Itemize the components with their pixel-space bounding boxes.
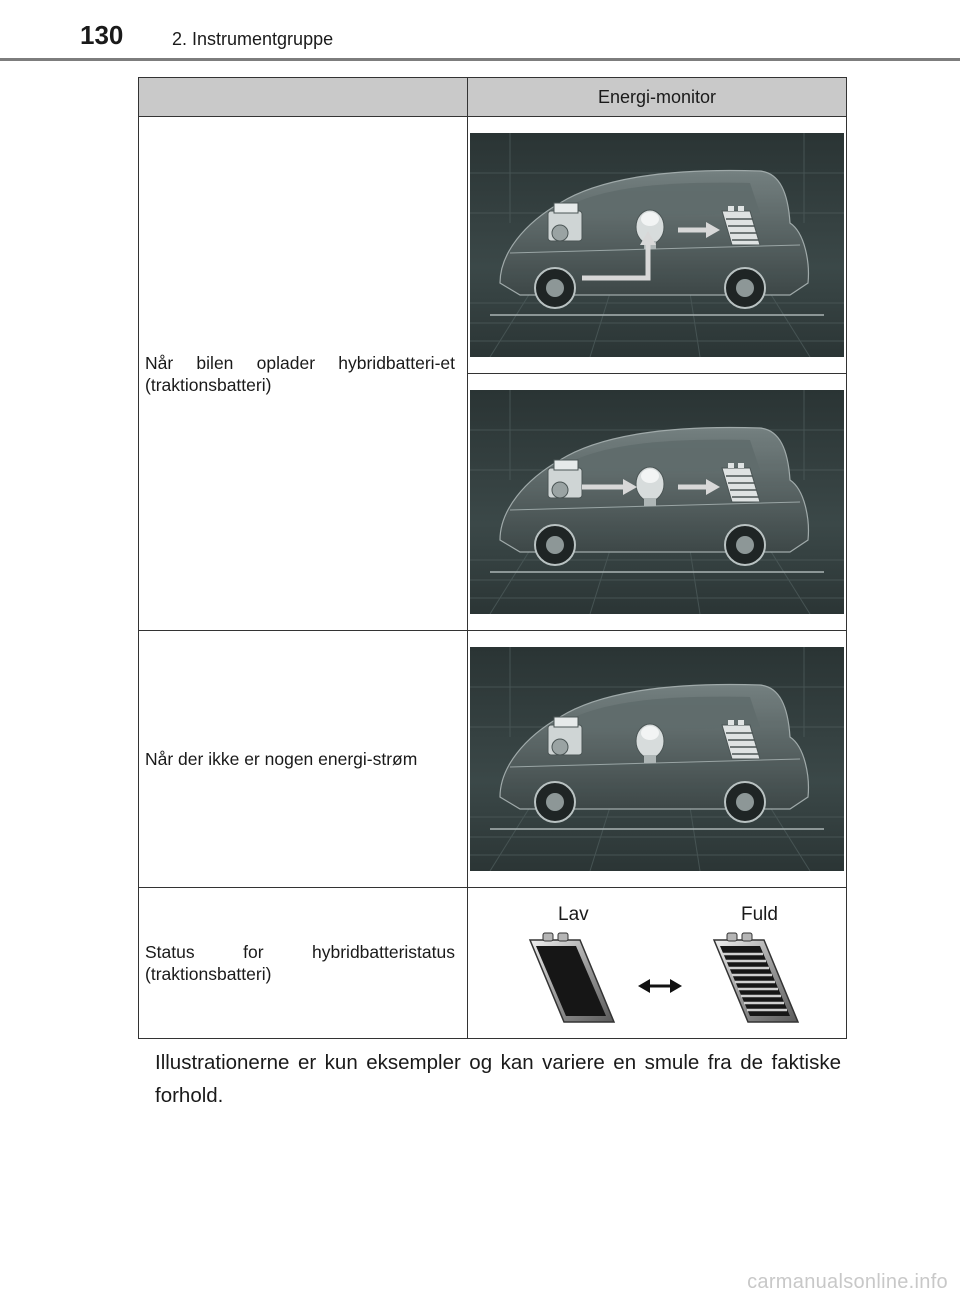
energy-monitor-no-flow — [468, 631, 847, 888]
page-number: 130 — [80, 20, 124, 50]
row-label-charging: Når bilen oplader hybridbatteri-et (traktionsbatteri) — [139, 117, 468, 631]
watermark: carmanualsonline.info — [747, 1271, 948, 1293]
header-divider — [0, 58, 960, 61]
table-row — [139, 631, 847, 888]
table-header-row — [139, 78, 847, 117]
battery-status-scale — [468, 888, 864, 1038]
double-arrow-icon — [638, 979, 682, 993]
battery-scale-graphic — [468, 928, 864, 1028]
table-header-empty — [139, 78, 468, 117]
section-title: 2. Instrumentgruppe — [172, 29, 334, 49]
battery-full-label: Fuld — [741, 904, 778, 925]
battery-status-cell — [468, 888, 847, 1039]
energy-monitor-illustration — [470, 133, 844, 357]
energy-monitor-illustration — [470, 647, 844, 871]
battery-empty-icon — [530, 933, 614, 1022]
row-label-battery-status: Status for hybridbatteristatus (traktionsbatteri) — [139, 888, 468, 1039]
page-header — [0, 0, 960, 64]
table-row — [139, 888, 847, 1039]
energy-monitor-illustration — [470, 390, 844, 614]
energy-monitor-table — [138, 77, 847, 1039]
footnote: Illustrationerne er kun eksempler og kan variere en smule fra de faktiske forhold. — [155, 1051, 841, 1107]
battery-low-label: Lav — [558, 904, 589, 925]
energy-monitor-charging-from-engine — [468, 117, 847, 374]
table-header-energy-monitor: Energi-monitor — [468, 78, 847, 117]
energy-monitor-charging-from-wheels — [468, 374, 847, 631]
row-label-no-flow: Når der ikke er nogen energi-strøm — [139, 631, 468, 888]
battery-full-icon — [714, 933, 798, 1022]
table-row — [139, 117, 847, 374]
